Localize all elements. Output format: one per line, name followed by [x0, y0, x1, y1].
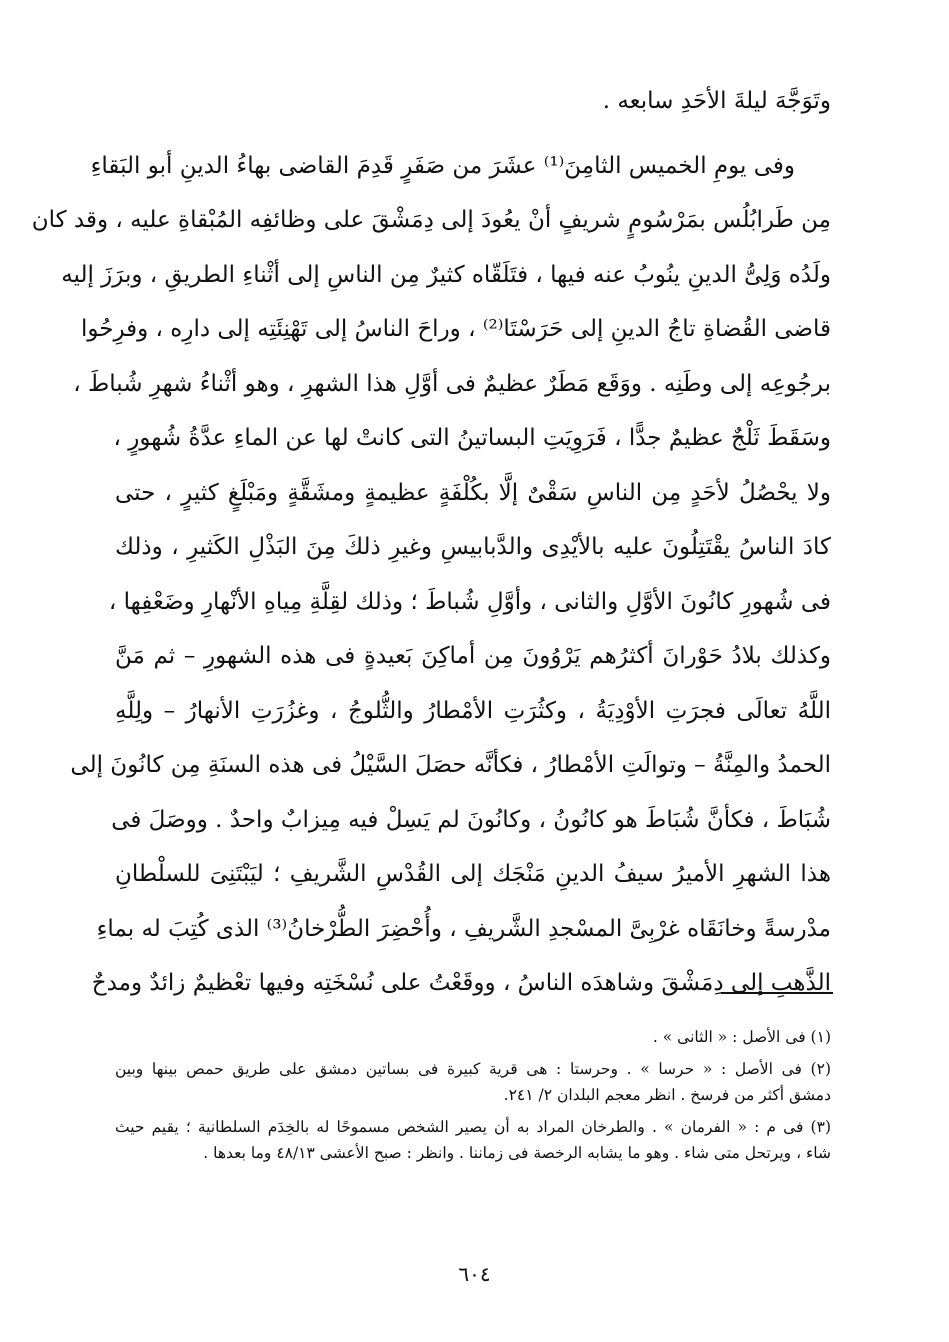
text-line: ولَدُه وَلِىُّ الدينِ ينُوبُ عنه فيها ، فتَلَقّاه كثيرٌ مِن الناسِ إلى أثْناءِ الطريقِ ، وبرَزَ إليه: [61, 261, 831, 288]
text-line: وكذلك بلادُ حَوْرانَ أكثرُهم يَرْوُونَ مِن أماكِنَ بَعيدةٍ فى هذه الشهورِ – ثم مَنَّ: [115, 643, 831, 669]
text-line: مدْرسةً وخانَقَاه غرْبِىَّ المسْجدِ الشَّريفِ ، وأُحْضِرَ الطُّرْخانُ⁽³⁾ الذى كُتِبَ له بماءِ: [96, 915, 831, 942]
text-line: هذا الشهرِ الأميرُ سيفُ الدينِ مَنْجَك إلى القُدْسِ الشَّريفِ ؛ ليَبْتَنِىَ للسلْطانِ: [115, 861, 831, 887]
text-line: شُبَاطَ ، فكأنَّ شُبَاطَ هو كانُونُ ، وكانُونَ لم يَسِلْ فيه مِيزابٌ واحدٌ . ووصَلَ فى: [111, 806, 831, 833]
main-text-block: [31, 74, 831, 1011]
footnote-3-line: (٣) فى م : « الفرمان » . والطرخان المراد به أن يصير الشخص مسموحًا له بالخِدَم السلطانية ؛ يقيم حيث: [115, 1118, 831, 1136]
footnote-divider: [721, 992, 833, 994]
text-line: الحمدُ والمِنَّةُ – وتوالَتِ الأمْطارُ ، فكأنَّه حصَلَ السَّيْلُ فى هذه السنَةِ مِن كانُونَ إلى: [70, 752, 831, 778]
text-line: وسَقَطَ ثَلْجٌ عظيمٌ جدًّا ، فَرَوِيَتِ البساتينُ التى كانتْ لها عن الماءِ عدَّةُ شُهورٍ ،: [113, 425, 831, 451]
footnotes-block: [115, 1024, 831, 1166]
text-line: ولا يحْصُلُ لأحَدٍ مِن الناسِ سَقْىٌ إلَّا بكُلْفَةٍ عظيمةٍ ومشَقَّةٍ ومَبْلَغٍ كثيرٍ ، حتى: [115, 479, 831, 506]
text-line: كادَ الناسُ يقْتَتِلُونَ عليه بالأيْدِى والدَّبابيسِ وغيرِ ذلكَ مِنَ البَذْلِ الكَثيرِ ، وذلك: [115, 534, 831, 560]
text-line: وفى يومِ الخميس الثامِنَ⁽¹⁾ عشَرَ من صَفَرٍ قَدِمَ القاضى بهاءُ الدينِ أبو البَقاءِ: [90, 152, 795, 179]
text-line: وتَوَجَّهَ ليلةَ الأحَدِ سابعه .: [602, 88, 831, 114]
text-line: الذَّهبِ إلى دِمَشْقَ وشاهدَه الناسُ ، ووقَعْتُ على نُسْخَتِه وفيها تعْظيمٌ زائدٌ ومدحٌ: [91, 970, 831, 996]
text-line: اللَّهُ تعالَى فجرَتِ الأوْدِيَةُ ، وكثُرَتِ الأمْطارُ والثُّلوجُ ، وغزُرَتِ الأنهارُ – ولِلَّهِ: [115, 697, 831, 724]
text-line: مِن طَرابُلُس بمَرْسُومٍ شريفٍ أنْ يعُودَ إلى دِمَشْقَ على وظائفِه المُبْقاةِ عليه ، وقد كان: [31, 207, 831, 233]
footnote-3-line: شاء ، ويرتحل متى شاء . وهو ما يشابه الرخصة فى زماننا . وانظر : صبح الأعشى ٤٨/١٣ وما بعدها .: [203, 1144, 831, 1162]
footnote-2-line: (٢) فى الأصل : « حرسا » . وحرستا : هى قرية كبيرة فى بساتين دمشق على طريق حمص بينها وبين: [115, 1060, 831, 1078]
text-line: فى شُهورِ كانُونَ الأوَّلِ والثانى ، وأوَّلِ شُباطَ ؛ وذلك لقِلَّةِ مِياهِ الأنْهارِ وضَعْفِها ،: [108, 588, 831, 615]
text-line: قاضى القُضاةِ تاجُ الدينِ إلى حَرَسْتَا⁽²⁾ ، وراحَ الناسُ إلى تَهْنِئَتِه إلى دارِه ، وفرِحُوا: [80, 316, 831, 342]
page-number: ٦٠٤: [458, 1262, 491, 1286]
footnote-1: (١) فى الأصل : « الثانى » .: [652, 1028, 831, 1046]
footnote-2-line: دمشق أكثر من فرسخ . انظر معجم البلدان ٢/ ٢٤١.: [503, 1086, 831, 1104]
text-line: برجُوعِه إلى وطَنِه . ووَقَع مَطَرٌ عظيمٌ فى أوَّلِ هذا الشهرِ ، وهو أثْناءُ شهرِ شُباطَ ،: [73, 370, 831, 397]
